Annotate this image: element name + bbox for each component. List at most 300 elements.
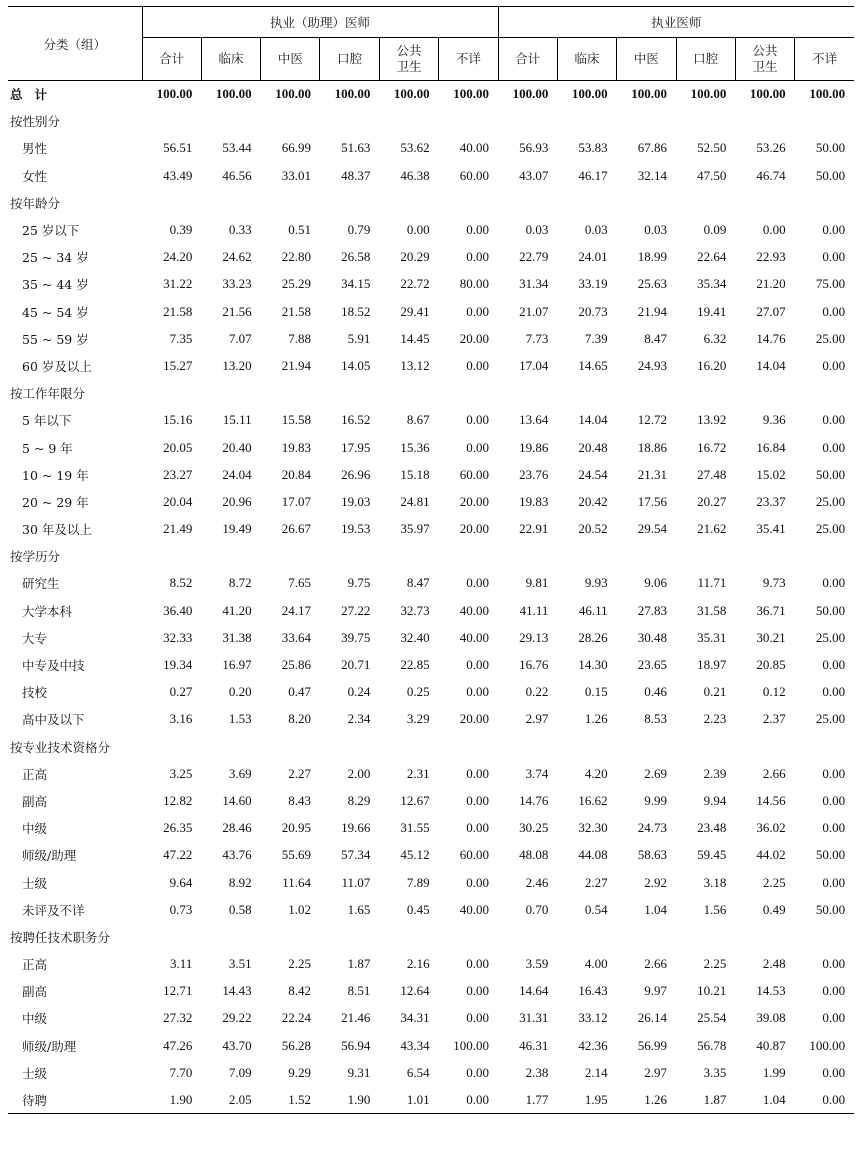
table-cell — [735, 380, 794, 407]
table-cell: 31.58 — [697, 602, 727, 618]
table-cell: 56.78 — [697, 1037, 727, 1053]
table-cell: 0.00 — [466, 684, 490, 700]
table-cell: 40.87 — [756, 1037, 786, 1053]
table-cell: 3.35 — [703, 1064, 727, 1080]
row-label: 中级 — [22, 821, 48, 837]
table-cell: 0.00 — [822, 303, 846, 319]
table-cell: 31.38 — [222, 629, 252, 645]
table-cell: 14.04 — [578, 412, 608, 428]
table-cell: 20.05 — [163, 439, 193, 455]
table-cell: 14.53 — [756, 983, 786, 999]
table-cell: 53.44 — [222, 140, 252, 156]
table-cell: 2.25 — [762, 874, 786, 890]
table-row — [8, 651, 854, 678]
table-row — [8, 1059, 854, 1086]
table-cell — [261, 108, 320, 135]
table-cell: 14.04 — [756, 357, 786, 373]
table-cell: 26.67 — [281, 521, 311, 537]
column-header-assistant-4: 公共 卫生 — [379, 38, 438, 81]
table-cell: 24.93 — [637, 357, 667, 373]
table-cell — [498, 189, 557, 216]
category-row — [8, 733, 854, 760]
table-cell: 43.07 — [519, 167, 549, 183]
table-cell — [617, 189, 676, 216]
table-cell: 0.00 — [822, 820, 846, 836]
table-cell: 1.90 — [320, 1086, 379, 1113]
row-label: 25 ~ 34 岁 — [22, 250, 89, 266]
table-cell: 2.14 — [584, 1064, 608, 1080]
table-cell: 0.00 — [466, 874, 490, 890]
table-cell: 55.69 — [281, 847, 311, 863]
table-cell: 100.00 — [453, 1037, 490, 1053]
table-row — [8, 978, 854, 1005]
table-cell: 53.83 — [578, 140, 608, 156]
table-cell — [142, 108, 201, 135]
table-cell: 18.86 — [637, 439, 667, 455]
table-cell: 33.19 — [578, 276, 608, 292]
row-label: 未评及不详 — [22, 902, 85, 918]
table-cell: 8.72 — [228, 575, 252, 591]
table-cell — [735, 108, 794, 135]
table-cell — [439, 923, 498, 950]
table-cell: 0.00 — [822, 249, 846, 265]
table-cell: 0.00 — [406, 222, 430, 238]
table-cell — [261, 543, 320, 570]
table-cell: 21.56 — [222, 303, 252, 319]
row-label: 高中及以下 — [22, 712, 85, 728]
table-cell: 25.54 — [697, 1010, 727, 1026]
table-cell: 45.12 — [400, 847, 430, 863]
row-label: 25 岁以下 — [22, 223, 80, 239]
group-header-licensed-assistant: 执业（助理）医师 — [142, 7, 498, 38]
table-cell: 8.52 — [169, 575, 193, 591]
row-label: 中级 — [22, 1011, 48, 1027]
row-label: 总计 — [10, 87, 60, 103]
table-cell: 25.00 — [815, 629, 846, 645]
table-cell: 60.00 — [459, 847, 490, 863]
table-cell: 8.20 — [288, 711, 311, 727]
table-cell: 2.66 — [644, 956, 667, 972]
table-cell: 33.23 — [222, 276, 252, 292]
table-cell: 47.26 — [163, 1037, 193, 1053]
table-cell: 27.32 — [163, 1010, 193, 1026]
table-cell: 15.27 — [163, 357, 193, 373]
column-header-assistant-1: 临床 — [201, 38, 260, 81]
table-cell: 24.17 — [281, 602, 311, 618]
table-cell: 0.00 — [795, 1086, 854, 1113]
table-cell: 26.14 — [637, 1010, 667, 1026]
table-cell: 2.27 — [288, 765, 311, 781]
table-cell: 24.01 — [578, 249, 608, 265]
table-cell: 20.73 — [578, 303, 608, 319]
row-label: 按工作年限分 — [10, 386, 86, 402]
table-cell: 25.63 — [637, 276, 667, 292]
table-cell: 32.14 — [637, 167, 667, 183]
table-cell: 12.72 — [637, 412, 667, 428]
table-cell: 24.81 — [400, 493, 430, 509]
table-cell: 0.15 — [584, 684, 608, 700]
row-label: 按性别分 — [10, 114, 61, 130]
table-cell — [617, 543, 676, 570]
table-cell: 1.87 — [347, 956, 371, 972]
table-cell — [261, 189, 320, 216]
table-cell — [617, 923, 676, 950]
table-cell: 9.31 — [347, 1064, 371, 1080]
table-cell: 7.65 — [288, 575, 311, 591]
table-cell: 20.00 — [459, 711, 490, 727]
table-cell: 0.47 — [288, 684, 311, 700]
table-cell: 16.76 — [519, 657, 549, 673]
table-cell: 3.25 — [169, 765, 193, 781]
table-cell: 0.00 — [822, 956, 846, 972]
table-cell: 100.00 — [334, 86, 371, 102]
column-header-assistant-5: 不详 — [439, 38, 498, 81]
table-cell: 18.97 — [697, 657, 727, 673]
table-cell: 15.16 — [163, 412, 193, 428]
table-cell: 0.00 — [466, 983, 490, 999]
table-cell: 0.00 — [466, 1064, 490, 1080]
table-cell: 35.31 — [697, 629, 727, 645]
table-cell: 50.00 — [815, 901, 846, 917]
category-row — [8, 189, 854, 216]
table-cell: 59.45 — [697, 847, 727, 863]
table-cell — [320, 543, 379, 570]
table-cell: 26.58 — [341, 249, 371, 265]
group-header-licensed: 执业医师 — [498, 7, 854, 38]
row-label: 士级 — [22, 1065, 48, 1081]
table-cell: 57.34 — [341, 847, 371, 863]
table-cell: 75.00 — [815, 276, 846, 292]
table-cell: 24.73 — [637, 820, 667, 836]
table-cell: 23.65 — [637, 657, 667, 673]
table-cell: 3.11 — [170, 956, 193, 972]
table-cell: 0.00 — [466, 1010, 490, 1026]
table-cell: 0.09 — [703, 222, 727, 238]
table-cell: 32.40 — [400, 629, 430, 645]
table-cell: 0.00 — [822, 357, 846, 373]
table-cell — [142, 543, 201, 570]
table-cell: 35.34 — [697, 276, 727, 292]
table-cell — [142, 380, 201, 407]
table-cell: 2.46 — [525, 874, 549, 890]
row-label: 副高 — [22, 984, 48, 1000]
table-cell: 29.54 — [637, 521, 667, 537]
table-cell: 23.76 — [519, 466, 549, 482]
table-cell: 0.27 — [169, 684, 193, 700]
table-cell: 100.00 — [156, 86, 193, 102]
table-cell: 48.08 — [519, 847, 549, 863]
column-header-licensed-4: 公共 卫生 — [735, 38, 794, 81]
table-row — [8, 679, 854, 706]
table-cell: 43.70 — [222, 1037, 252, 1053]
table-cell: 0.00 — [822, 222, 846, 238]
table-cell: 0.00 — [822, 1010, 846, 1026]
table-cell: 28.46 — [222, 820, 252, 836]
table-cell: 6.32 — [703, 330, 727, 346]
table-cell: 0.00 — [762, 222, 786, 238]
table-cell: 1.04 — [735, 1086, 794, 1113]
row-label: 女性 — [22, 168, 48, 184]
table-cell: 47.22 — [163, 847, 193, 863]
table-cell: 7.39 — [584, 330, 608, 346]
row-label: 按年龄分 — [10, 195, 61, 211]
table-cell: 33.64 — [281, 629, 311, 645]
table-cell: 29.22 — [222, 1010, 252, 1026]
table-row — [8, 760, 854, 787]
table-cell: 2.39 — [703, 765, 727, 781]
table-cell: 21.58 — [163, 303, 193, 319]
table-cell — [498, 543, 557, 570]
table-cell — [795, 543, 854, 570]
table-cell: 3.74 — [525, 765, 549, 781]
table-cell — [320, 108, 379, 135]
table-cell: 100.00 — [512, 86, 549, 102]
table-cell: 13.12 — [400, 357, 430, 373]
table-cell: 2.37 — [762, 711, 786, 727]
table-cell: 20.71 — [341, 657, 371, 673]
table-cell: 15.18 — [400, 466, 430, 482]
table-cell: 100.00 — [275, 86, 311, 102]
table-cell — [676, 380, 735, 407]
table-cell: 2.48 — [762, 956, 786, 972]
table-cell: 8.51 — [347, 983, 371, 999]
table-cell: 42.36 — [578, 1037, 608, 1053]
column-header-licensed-5: 不详 — [795, 38, 854, 81]
table-cell: 0.25 — [406, 684, 430, 700]
table-cell — [795, 380, 854, 407]
table-cell: 56.51 — [163, 140, 193, 156]
table-cell: 3.59 — [525, 956, 549, 972]
table-cell: 39.75 — [341, 629, 371, 645]
table-cell — [795, 923, 854, 950]
table-cell: 100.00 — [690, 86, 727, 102]
table-row — [8, 216, 854, 243]
table-cell: 6.54 — [406, 1064, 430, 1080]
table-cell: 10.21 — [697, 983, 727, 999]
table-cell: 100.00 — [809, 86, 846, 102]
table-cell: 19.49 — [222, 521, 252, 537]
table-cell: 12.64 — [400, 983, 430, 999]
table-cell: 43.49 — [163, 167, 193, 183]
table-cell: 22.93 — [756, 249, 786, 265]
table-cell: 20.29 — [400, 249, 430, 265]
table-cell: 80.00 — [459, 276, 490, 292]
table-cell: 4.20 — [584, 765, 608, 781]
table-cell: 12.71 — [163, 983, 193, 999]
table-cell: 1.99 — [762, 1064, 786, 1080]
table-row — [8, 407, 854, 434]
table-cell — [201, 189, 260, 216]
table-cell: 20.27 — [697, 493, 727, 509]
table-cell: 0.00 — [466, 412, 490, 428]
row-label: 正高 — [22, 766, 48, 782]
table-row — [8, 842, 854, 869]
table-cell: 21.58 — [281, 303, 311, 319]
table-cell: 50.00 — [815, 466, 846, 482]
table-cell: 0.54 — [584, 901, 608, 917]
table-cell: 22.72 — [400, 276, 430, 292]
table-cell — [617, 108, 676, 135]
table-cell: 0.45 — [406, 901, 430, 917]
table-cell: 34.15 — [341, 276, 371, 292]
table-cell — [379, 733, 438, 760]
table-cell: 8.92 — [228, 874, 252, 890]
table-cell: 32.33 — [163, 629, 193, 645]
table-row — [8, 244, 854, 271]
table-cell — [201, 543, 260, 570]
table-cell: 1.56 — [703, 901, 727, 917]
table-cell: 1.95 — [557, 1086, 616, 1113]
table-cell — [557, 108, 616, 135]
table-cell: 20.00 — [459, 493, 490, 509]
table-cell: 46.31 — [519, 1037, 549, 1053]
table-cell: 4.00 — [584, 956, 608, 972]
table-cell: 20.84 — [281, 466, 311, 482]
table-cell: 21.31 — [637, 466, 667, 482]
table-cell: 32.30 — [578, 820, 608, 836]
table-cell: 2.00 — [347, 765, 371, 781]
table-cell: 67.86 — [637, 140, 667, 156]
table-cell: 2.97 — [525, 711, 549, 727]
table-cell — [735, 923, 794, 950]
table-cell: 51.63 — [341, 140, 371, 156]
table-cell: 18.99 — [637, 249, 667, 265]
table-row — [8, 271, 854, 298]
table-cell: 0.00 — [466, 303, 490, 319]
table-cell: 0.00 — [822, 684, 846, 700]
physician-composition-table — [8, 6, 854, 1114]
table-cell: 31.34 — [519, 276, 549, 292]
table-cell: 11.71 — [697, 575, 727, 591]
table-cell: 44.08 — [578, 847, 608, 863]
table-cell: 40.00 — [459, 901, 490, 917]
table-cell: 25.29 — [281, 276, 311, 292]
table-row — [8, 352, 854, 379]
table-cell: 32.73 — [400, 602, 430, 618]
table-cell: 16.84 — [756, 439, 786, 455]
table-cell — [439, 733, 498, 760]
table-cell: 0.73 — [169, 901, 193, 917]
table-cell: 60.00 — [459, 167, 490, 183]
table-cell: 46.74 — [756, 167, 786, 183]
table-cell: 14.65 — [578, 357, 608, 373]
table-cell: 39.08 — [756, 1010, 786, 1026]
table-cell: 0.21 — [703, 684, 727, 700]
row-label: 大学本科 — [22, 603, 73, 619]
table-cell: 7.07 — [228, 330, 252, 346]
table-cell: 17.04 — [519, 357, 549, 373]
table-cell: 19.03 — [341, 493, 371, 509]
table-cell: 0.03 — [644, 222, 667, 238]
table-cell: 15.02 — [756, 466, 786, 482]
table-cell: 1.01 — [379, 1086, 438, 1113]
table-cell: 48.37 — [341, 167, 371, 183]
table-cell: 100.00 — [571, 86, 608, 102]
table-cell: 1.26 — [617, 1086, 676, 1113]
table-cell — [379, 108, 438, 135]
table-cell: 20.48 — [578, 439, 608, 455]
table-cell: 15.11 — [222, 412, 252, 428]
table-cell: 21.62 — [697, 521, 727, 537]
table-cell: 36.71 — [756, 602, 786, 618]
table-row — [8, 488, 854, 515]
table-row — [8, 869, 854, 896]
category-row — [8, 923, 854, 950]
table-cell: 8.29 — [347, 792, 371, 808]
table-row — [8, 815, 854, 842]
row-label: 35 ~ 44 岁 — [22, 277, 89, 293]
row-label: 10 ~ 19 年 — [22, 467, 89, 483]
table-cell: 33.12 — [578, 1010, 608, 1026]
table-cell: 16.97 — [222, 657, 252, 673]
table-cell: 9.36 — [762, 412, 786, 428]
table-cell: 16.62 — [578, 792, 608, 808]
table-cell: 0.00 — [822, 792, 846, 808]
table-cell — [439, 543, 498, 570]
table-cell: 2.31 — [406, 765, 430, 781]
table-cell — [320, 189, 379, 216]
table-row — [8, 434, 854, 461]
table-cell: 24.54 — [578, 466, 608, 482]
table-row — [8, 516, 854, 543]
table-cell: 2.25 — [288, 956, 311, 972]
table-cell — [498, 923, 557, 950]
table-cell: 56.28 — [281, 1037, 311, 1053]
row-label: 5 年以下 — [22, 413, 72, 429]
table-cell: 17.56 — [637, 493, 667, 509]
table-cell: 52.50 — [697, 140, 727, 156]
table-cell: 27.07 — [756, 303, 786, 319]
table-cell: 15.58 — [281, 412, 311, 428]
column-header-licensed-2: 中医 — [617, 38, 676, 81]
table-cell: 22.64 — [697, 249, 727, 265]
table-cell: 16.52 — [341, 412, 371, 428]
table-cell: 0.00 — [822, 575, 846, 591]
table-cell: 21.46 — [341, 1010, 371, 1026]
table-cell — [735, 189, 794, 216]
table-cell: 27.83 — [637, 602, 667, 618]
table-row — [8, 896, 854, 923]
table-cell: 3.16 — [169, 711, 193, 727]
table-cell: 9.93 — [584, 575, 608, 591]
table-cell — [557, 923, 616, 950]
table-cell: 0.51 — [288, 222, 311, 238]
table-cell: 0.20 — [228, 684, 252, 700]
table-cell: 22.80 — [281, 249, 311, 265]
table-cell: 27.48 — [697, 466, 727, 482]
table-cell: 43.34 — [400, 1037, 430, 1053]
table-cell: 14.05 — [341, 357, 371, 373]
table-cell: 31.55 — [400, 820, 430, 836]
row-label: 副高 — [22, 793, 48, 809]
table-cell: 1.02 — [288, 901, 311, 917]
table-cell: 0.03 — [525, 222, 549, 238]
table-cell: 21.94 — [637, 303, 667, 319]
table-cell: 40.00 — [459, 629, 490, 645]
table-cell — [557, 733, 616, 760]
table-cell: 0.22 — [525, 684, 549, 700]
table-cell: 0.00 — [466, 222, 490, 238]
table-cell — [735, 543, 794, 570]
table-cell — [201, 923, 260, 950]
table-cell: 0.00 — [466, 792, 490, 808]
table-cell: 24.04 — [222, 466, 252, 482]
table-cell — [201, 380, 260, 407]
table-cell: 66.99 — [281, 140, 311, 156]
table-cell: 20.00 — [459, 521, 490, 537]
table-cell: 40.00 — [459, 602, 490, 618]
table-cell: 14.45 — [400, 330, 430, 346]
